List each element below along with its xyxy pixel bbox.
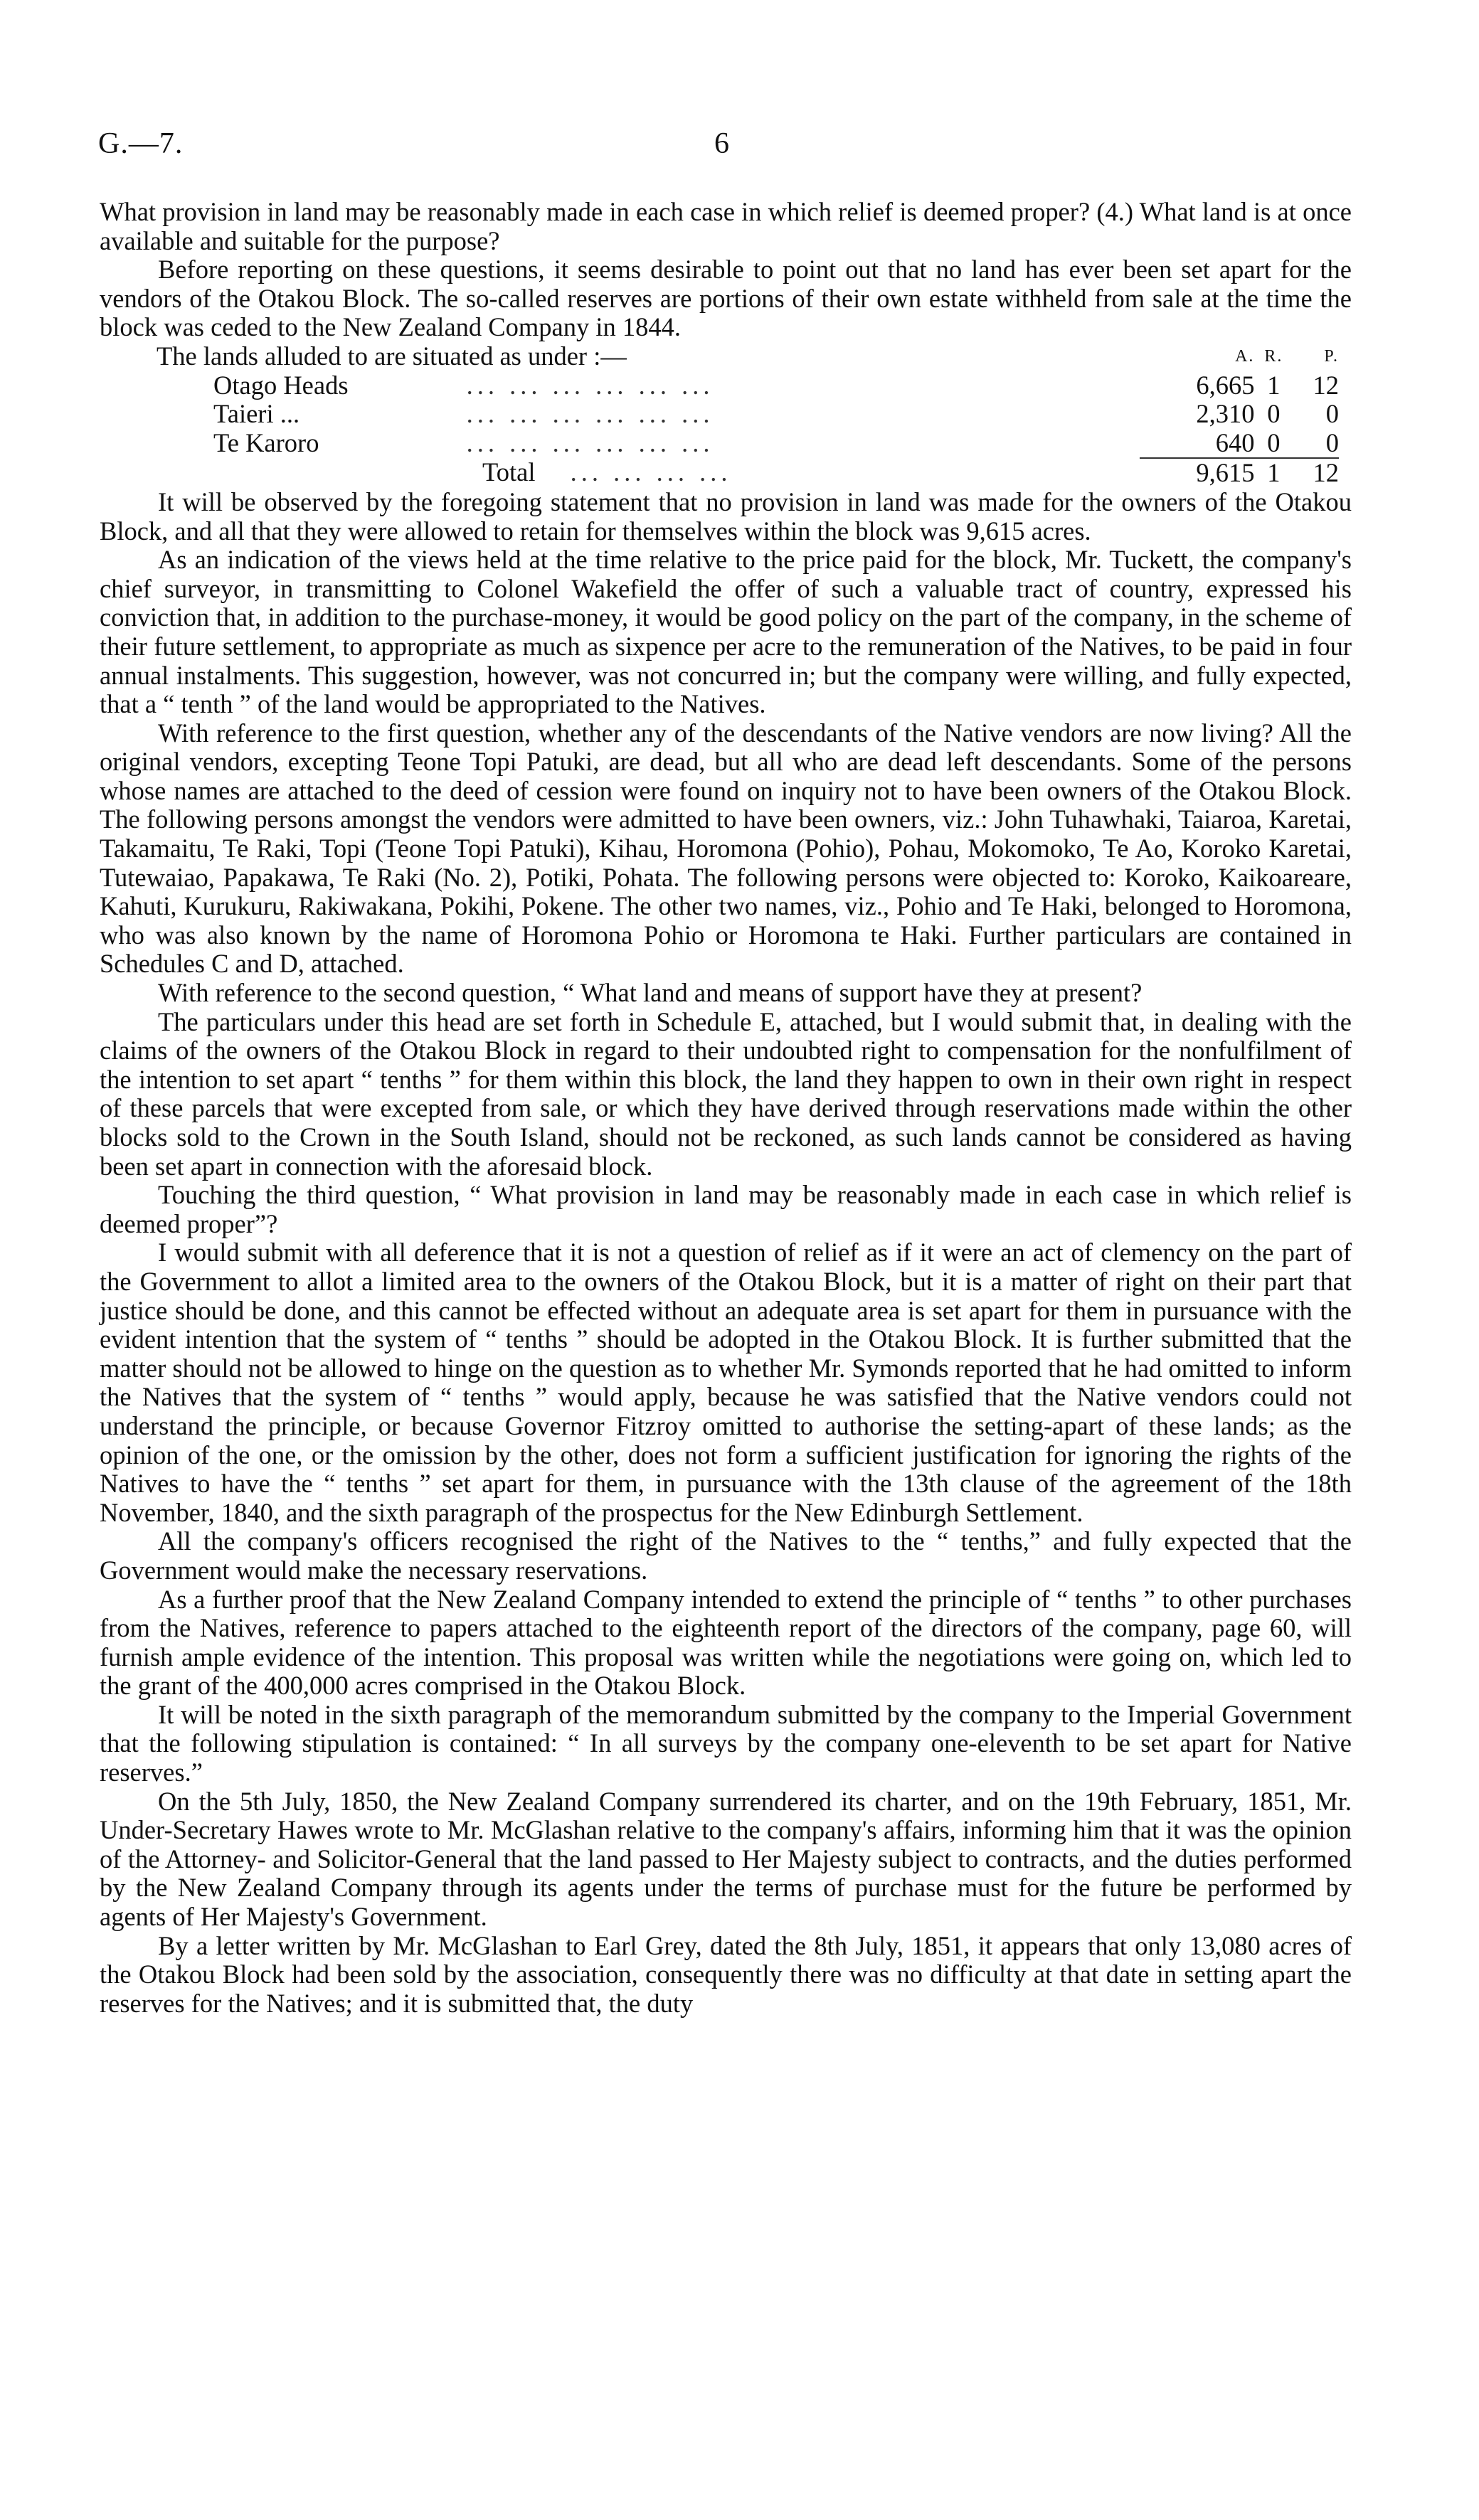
land-roods: 0: [1267, 399, 1281, 429]
table-row: [213, 371, 1339, 400]
total-row: [213, 458, 1339, 488]
paragraph: With reference to the first question, whether any of the descendants of the Native vendors are now living? All the original vendors, excepting Teone Topi Patuki, are dead, but all who are dead left descendants. Some of the persons whose names are attached to the deed of cession were found on inquiry not to have been owners of the Otakou Block. The following persons amongst the vendors were admitted to have been owners, viz.: John Tuhawhaki, Taiaroa, Karetai, Takamaitu, Te Raki, Topi (Teone Topi Patuki), Kihau, Horomona (Pohio), Pohau, Mokomoko, Te Ao, Koroko Karetai, Tutewaiao, Papakawa, Te Raki (No. 2), Potiki, Pohata. The following persons were objected to: Koroko, Kaikoareare, Kahuti, Kurukuru, Rakiwakana, Pokihi, Pokene. The other two names, viz., Pohio and Te Haki, belonged to Horomona, who was also known by the name of Horomona Pohio or Horomona te Haki. Further particulars are contained in Schedules C and D, attached.: [100, 718, 1352, 979]
paragraph: The particulars under this head are set forth in Schedule E, attached, but I would submit that, in dealing with the claims of the owners of the Otakou Block in regard to their undoubted right to compensation for the nonfulfilment of the intention to set apart “ tenths ” for them within this block, the land they happen to own in their own right in respect of these parcels that were excepted from sale, or which they have derived through reservations made within the other blocks sold to the Crown in the South Island, should not be reckoned, as such lands cannot be considered as having been set apart in connection with the aforesaid block.: [100, 1006, 1352, 1181]
land-acres: 6,665: [1196, 370, 1255, 400]
document-reference: G.—7.: [98, 127, 184, 160]
paragraph: Touching the third question, “ What provision in land may be reasonably made in each case in which relief is deemed proper”?: [100, 1180, 1352, 1238]
total-roods: 1: [1254, 458, 1293, 488]
paragraph: As an indication of the views held at the time relative to the price paid for the block, Mr. Tuckett, the company's chief surveyor, in transmitting to Colonel Wakefield the offer of such a valuable tract of country, expressed his conviction that, in addition to the purchase-money, it would be good policy on the part of the company, in the scheme of their future settlement, to appropriate as much as sixpence per acre to the remuneration of the Natives, to be paid in four annual instalments. This suggestion, however, was not concurred in; but the company were willing, and fully expected, that a “ tenth ” of the land would be appropriated to the Natives.: [100, 545, 1352, 719]
lands-table-header: [213, 342, 1339, 371]
paragraph: It will be observed by the foregoing statement that no provision in land was made for the owners of the Otakou Block, and all that they were allowed to retain for themselves within the block was 9,615 acres.: [100, 487, 1352, 546]
lands-table-intro: The lands alluded to are situated as under :—: [157, 341, 627, 371]
table-row: [213, 429, 1339, 459]
page-header: [98, 127, 1350, 169]
leader-dots: ... ... ... ... ... ...: [466, 370, 714, 400]
land-perches: 12: [1313, 370, 1339, 400]
col-head-perches: P.: [1324, 346, 1339, 366]
lands-table-block: [100, 342, 1352, 488]
document-body: [100, 198, 1352, 2018]
col-head-roods: R.: [1264, 346, 1283, 366]
land-perches: 0: [1325, 427, 1339, 457]
page-number: 6: [714, 127, 729, 160]
land-name: Otago Heads: [213, 370, 349, 400]
table-row: [213, 400, 1339, 429]
paragraph: I would submit with all deference that it is not a question of relief as if it were an act of clemency on the part of the Government to allot a limited area to the owners of the Otakou Block, but it is a matter of right on their part that justice should be done, and this cannot be effected without an adequate area is set apart for them in pursuance with the evident intention that the system of “ tenths ” should be adopted in the Otakou Block. It is further submitted that the matter should not be allowed to hinge on the question as to whether Mr. Symonds reported that he had omitted to inform the Natives that the system of “ tenths ” would apply, because he was satisfied that the Native vendors could not understand the principle, or because Governor Fitzroy omitted to authorise the setting-apart of these lands; as the opinion of the one, or the omission by the other, does not form a sufficient justification for ignoring the rights of the Natives to have the “ tenths ” set apart for them, in pursuance with the 13th clause of the agreement of the 18th November, 1840, and the sixth paragraph of the prospectus for the New Edinburgh Settlement.: [100, 1238, 1352, 1527]
land-name: Taieri ...: [213, 399, 300, 429]
land-acres: 2,310: [1196, 399, 1255, 429]
land-perches: 0: [1325, 399, 1339, 429]
leader-dots: ... ... ... ...: [570, 457, 732, 487]
total-label: Total: [482, 457, 536, 487]
land-name: Te Karoro: [213, 427, 319, 457]
land-roods: 0: [1267, 427, 1281, 457]
lands-table: [157, 341, 1339, 488]
paragraph: All the company's officers recognised the right of the Natives to the “ tenths,” and fully expected that the Government would make the necessary reservations.: [100, 1526, 1352, 1585]
col-head-acres: A.: [1235, 346, 1255, 366]
leader-dots: ... ... ... ... ... ...: [466, 427, 714, 457]
paragraph: As a further proof that the New Zealand Company intended to extend the principle of “ tenths ” to other purchases from the Natives, reference to papers attached to the eighteenth report of the directors of the company, page 60, will furnish ample evidence of the intention. This proposal was written while the negotiations were going on, which led to the grant of the 400,000 acres comprised in the Otakou Block.: [100, 1584, 1352, 1701]
land-roods: 1: [1267, 370, 1281, 400]
paragraph: It will be noted in the sixth paragraph of the memorandum submitted by the company to the Imperial Government that the following stipulation is contained: “ In all surveys by the company one-eleventh to be set apart for Native reserves.”: [100, 1699, 1352, 1787]
land-acres: 640: [1215, 427, 1255, 457]
total-perches: 12: [1293, 458, 1339, 488]
paragraph: With reference to the second question, “ What land and means of support have they at present?: [158, 978, 1143, 1008]
leader-dots: ... ... ... ... ... ...: [466, 399, 714, 429]
paragraph: On the 5th July, 1850, the New Zealand Company surrendered its charter, and on the 19th February, 1851, Mr. Under-Secretary Hawes wrote to Mr. McGlashan relative to the company's affairs, informing him that it was the opinion of the Attorney- and Solicitor-General that the land passed to Her Majesty subject to contracts, and the duties performed by the New Zealand Company through its agents under the terms of purchase must for the future be performed by agents of Her Majesty's Government.: [100, 1786, 1352, 1932]
total-acres: 9,615: [1140, 458, 1255, 488]
paragraph: By a letter written by Mr. McGlashan to Earl Grey, dated the 8th July, 1851, it appears that only 13,080 acres of the Otakou Block had been sold by the association, consequently there was no difficulty at that date in setting apart the reserves for the Natives; and it is submitted that, the duty: [100, 1930, 1352, 2018]
paragraph: Before reporting on these questions, it seems desirable to point out that no land has ever been set apart for the vendors of the Otakou Block. The so-called reserves are portions of their own estate withheld from sale at the time the block was ceded to the New Zealand Company in 1844.: [100, 255, 1352, 342]
paragraph: What provision in land may be reasonably made in each case in which relief is deemed proper? (4.) What land is at once available and suitable for the purpose?: [100, 197, 1352, 255]
